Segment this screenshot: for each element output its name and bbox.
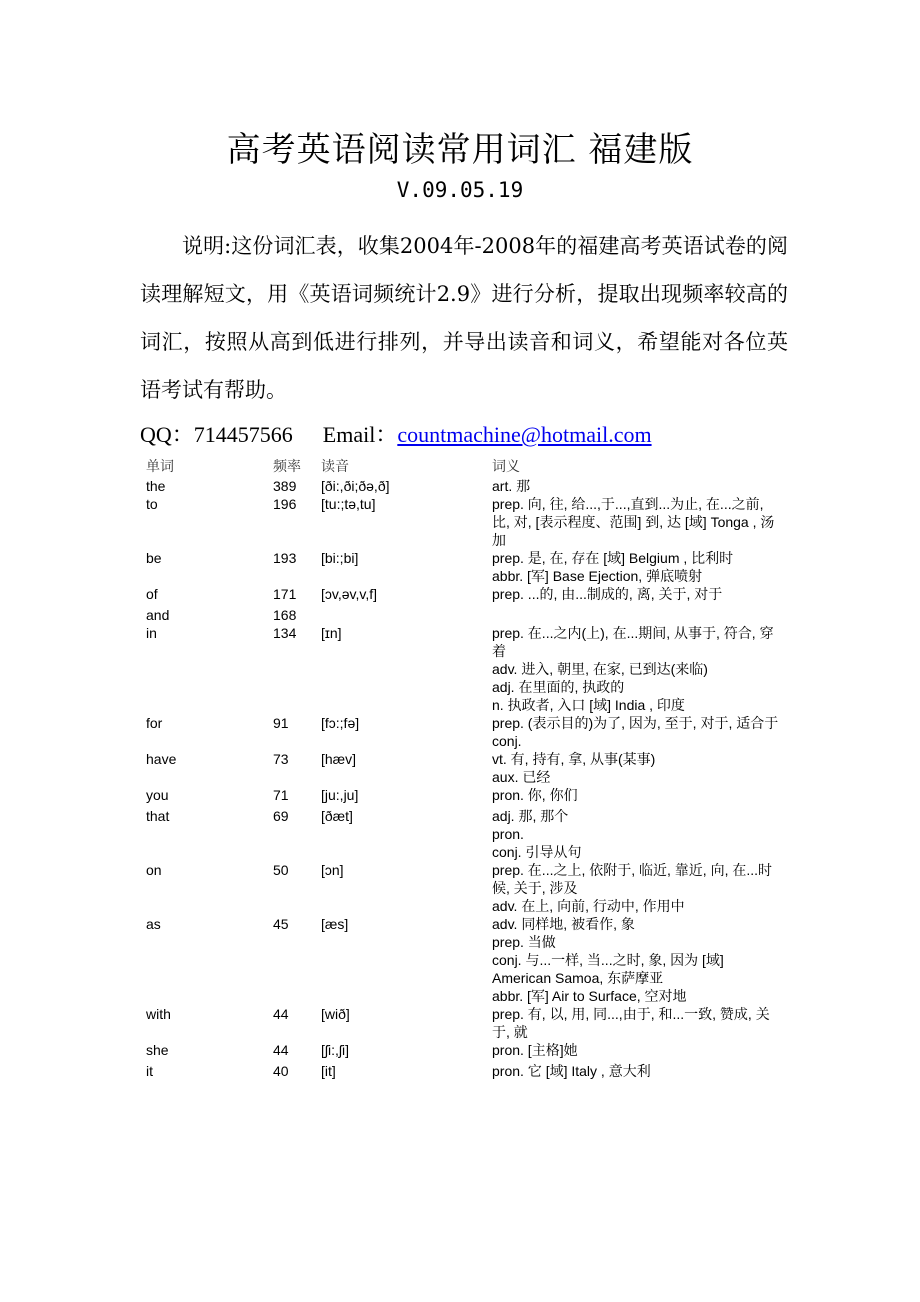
frequency-cell: 69 <box>273 808 289 824</box>
table-row <box>146 1005 782 1041</box>
meaning-line: pron. <box>492 826 524 842</box>
document-title: 高考英语阅读常用词汇 福建版 <box>226 130 694 170</box>
meaning-line: prep. 在...之内(上), 在...期间, 从事于, 符合, 穿着 <box>492 625 774 659</box>
word-cell: that <box>146 808 170 824</box>
header-word: 单词 <box>146 458 174 474</box>
table-header-row <box>146 457 782 477</box>
meaning-line: art. 那 <box>492 478 531 494</box>
meaning-cell <box>492 606 782 624</box>
frequency-cell: 44 <box>273 1042 289 1058</box>
meaning-line: conj. <box>492 733 522 749</box>
phonetic-cell: [ɔn] <box>321 862 344 878</box>
phonetic-cell: [ɪn] <box>321 625 342 641</box>
table-row <box>146 1062 782 1080</box>
meaning-cell <box>492 807 782 861</box>
meaning-line: adj. 在里面的, 执政的 <box>492 679 625 695</box>
word-cell: with <box>146 1006 171 1022</box>
meaning-line: n. 执政者, 入口 [域] India , 印度 <box>492 697 685 713</box>
table-row <box>146 786 782 807</box>
frequency-cell: 45 <box>273 916 289 932</box>
meaning-line: conj. 与...一样, 当...之时, 象, 因为 [域] American Samoa, 东萨摩亚 <box>492 952 724 986</box>
table-row <box>146 624 782 714</box>
meaning-cell <box>492 585 782 606</box>
phonetic-cell: [hæv] <box>321 751 357 767</box>
phonetic-cell: [wið] <box>321 1006 350 1022</box>
table-row <box>146 1041 782 1062</box>
phonetic-cell <box>321 606 492 624</box>
meaning-line: vt. 有, 持有, 拿, 从事(某事) <box>492 751 656 767</box>
meaning-line: abbr. [军] Air to Surface, 空对地 <box>492 988 687 1004</box>
table-row <box>146 807 782 861</box>
phonetic-cell: [ʃi:,ʃi] <box>321 1042 349 1058</box>
word-cell: the <box>146 478 166 494</box>
word-cell: it <box>146 1063 153 1079</box>
meaning-cell <box>492 477 782 495</box>
word-cell: for <box>146 715 163 731</box>
meaning-line: prep. ...的, 由...制成的, 离, 关于, 对于 <box>492 586 723 602</box>
table-row <box>146 585 782 606</box>
frequency-cell: 168 <box>273 607 297 623</box>
table-row <box>146 606 782 624</box>
table-row <box>146 861 782 915</box>
intro-paragraph: 说明:这份词汇表，收集2004年-2008年的福建高考英语试卷的阅读理解短文，用《英语词频统计2.9》进行分析，提取出现频率较高的词汇，按照从高到低进行排列，并导出读音和词义，希望能对各位英语考试有帮助。 <box>140 234 788 402</box>
phonetic-cell: [ðæt] <box>321 808 353 824</box>
meaning-line: aux. 已经 <box>492 769 551 785</box>
meaning-cell <box>492 1005 782 1041</box>
qq-number: 714457566 <box>193 422 293 447</box>
email-label: Email： <box>322 422 398 447</box>
phonetic-cell: [bi:;bi] <box>321 550 359 566</box>
vocab-table <box>146 457 782 1080</box>
meaning-cell <box>492 861 782 915</box>
frequency-cell: 134 <box>273 625 297 641</box>
frequency-cell: 50 <box>273 862 289 878</box>
qq-label: QQ： <box>140 422 194 447</box>
meaning-line: prep. 当做 <box>492 934 556 950</box>
phonetic-cell: [tu:;tə,tu] <box>321 496 376 512</box>
meaning-cell <box>492 549 782 585</box>
meaning-cell <box>492 1062 782 1080</box>
table-row <box>146 477 782 495</box>
contact-line <box>140 418 780 449</box>
meaning-line: prep. (表示目的)为了, 因为, 至于, 对于, 适合于 <box>492 715 779 731</box>
meaning-cell <box>492 915 782 1005</box>
header-meaning: 词义 <box>492 458 520 474</box>
meaning-cell <box>492 714 782 750</box>
meaning-cell <box>492 624 782 714</box>
frequency-cell: 171 <box>273 586 297 602</box>
word-cell: you <box>146 787 169 803</box>
meaning-cell <box>492 786 782 807</box>
meaning-line: conj. 引导从句 <box>492 844 582 860</box>
phonetic-cell: [fɔ:;fə] <box>321 715 360 731</box>
word-cell: have <box>146 751 177 767</box>
phonetic-cell: [æs] <box>321 916 349 932</box>
word-cell: of <box>146 586 158 602</box>
word-cell: as <box>146 916 161 932</box>
meaning-line: pron. [主格]她 <box>492 1042 578 1058</box>
phonetic-cell: [it] <box>321 1063 336 1079</box>
table-row <box>146 750 782 786</box>
frequency-cell: 193 <box>273 550 297 566</box>
phonetic-cell: [ði:,ði;ðə,ð] <box>321 478 390 494</box>
meaning-line: adj. 那, 那个 <box>492 808 569 824</box>
header-frequency: 频率 <box>273 458 301 474</box>
meaning-cell <box>492 495 782 549</box>
phonetic-cell: [ɔv,əv,v,f] <box>321 586 378 602</box>
phonetic-cell: [ju:,ju] <box>321 787 359 803</box>
word-cell: to <box>146 496 158 512</box>
meaning-cell <box>492 750 782 786</box>
meaning-line: abbr. [军] Base Ejection, 弹底喷射 <box>492 568 703 584</box>
header-phonetic: 读音 <box>321 458 349 474</box>
table-row <box>146 549 782 585</box>
word-cell: and <box>146 607 170 623</box>
frequency-cell: 196 <box>273 496 297 512</box>
word-cell: in <box>146 625 157 641</box>
frequency-cell: 40 <box>273 1063 289 1079</box>
meaning-cell <box>492 1041 782 1062</box>
word-cell: she <box>146 1042 169 1058</box>
frequency-cell: 71 <box>273 787 289 803</box>
table-row <box>146 714 782 750</box>
meaning-line: adv. 同样地, 被看作, 象 <box>492 916 635 932</box>
meaning-line: adv. 在上, 向前, 行动中, 作用中 <box>492 898 685 914</box>
frequency-cell: 91 <box>273 715 289 731</box>
meaning-line: prep. 有, 以, 用, 同...,由于, 和...一致, 赞成, 关于, 就 <box>492 1006 770 1040</box>
meaning-line: prep. 在...之上, 依附于, 临近, 靠近, 向, 在...时候, 关于, 涉及 <box>492 862 773 896</box>
frequency-cell: 73 <box>273 751 289 767</box>
frequency-cell: 389 <box>273 478 297 494</box>
table-row <box>146 915 782 1005</box>
word-cell: on <box>146 862 162 878</box>
meaning-line: prep. 向, 往, 给...,于...,直到...为止, 在...之前, 比, 对, [表示程度、范围] 到, 达 [域] Tonga , 汤加 <box>492 496 775 548</box>
meaning-line: pron. 你, 你们 <box>492 787 578 803</box>
meaning-line: pron. 它 [域] Italy , 意大利 <box>492 1063 651 1079</box>
frequency-cell: 44 <box>273 1006 289 1022</box>
meaning-line: adv. 进入, 朝里, 在家, 已到达(来临) <box>492 661 708 677</box>
meaning-line: prep. 是, 在, 存在 [域] Belgium , 比利时 <box>492 550 734 566</box>
version-label: V.09.05.19 <box>396 178 524 202</box>
email-link[interactable]: countmachine@hotmail.com <box>397 422 652 447</box>
word-cell: be <box>146 550 162 566</box>
table-row <box>146 495 782 549</box>
